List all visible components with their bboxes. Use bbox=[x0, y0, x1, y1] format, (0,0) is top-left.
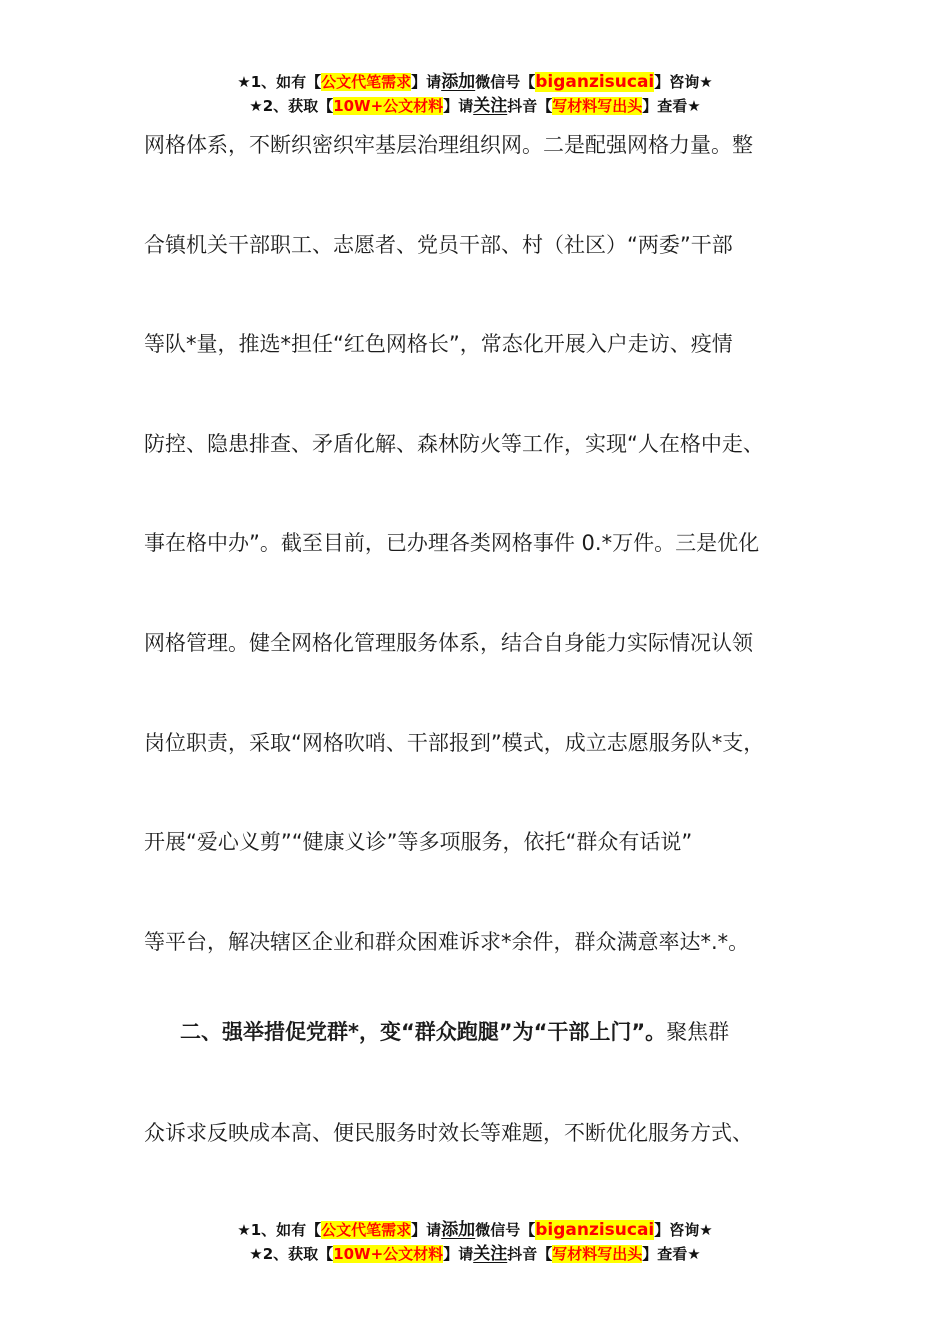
text-line: 网格体系，不断织密织牢基层治理组织网。二是配强网格力量。整 bbox=[144, 133, 753, 157]
highlight-service: 公文代笔需求 bbox=[321, 73, 412, 91]
highlight-wechat-id: biganzisucai bbox=[535, 1220, 655, 1240]
banner-line-2: ★2、获取【10W+公文材料】请关注抖音【写材料写出头】查看★ bbox=[249, 1244, 701, 1264]
highlight-materials: 10W+公文材料 bbox=[333, 97, 444, 115]
underlined-add: 添加 bbox=[441, 72, 476, 92]
underlined-follow: 关注 bbox=[473, 96, 508, 116]
banner-line-2: ★2、获取【10W+公文材料】请关注抖音【写材料写出头】查看★ bbox=[249, 96, 701, 116]
text-line: 事在格中办”。截至目前，已办理各类网格事件 0.*万件。三是优化 bbox=[144, 531, 760, 555]
header-banner bbox=[0, 70, 950, 118]
text-line: 防控、隐患排查、矛盾化解、森林防火等工作，实现“人在格中走、 bbox=[144, 432, 764, 456]
text-line: 网格管理。健全网格化管理服务体系，结合自身能力实际情况认领 bbox=[144, 631, 753, 655]
text-line: 岗位职责，采取“网格吹哨、干部报到”模式，成立志愿服务队*支， bbox=[144, 731, 765, 755]
text-line: 开展“爱心义剪”“健康义诊”等多项服务，依托“群众有话说” bbox=[144, 830, 693, 854]
banner-line-1: ★1、如有【公文代笔需求】请添加微信号【biganzisucai】咨询★ bbox=[237, 72, 713, 92]
section-heading-line: 二、强举措促党群*，变“群众跑腿”为“干部上门”。聚焦群 bbox=[180, 1020, 730, 1044]
underlined-follow: 关注 bbox=[473, 1244, 508, 1264]
highlight-douyin: 写材料写出头 bbox=[552, 97, 643, 115]
text-line: 等平台，解决辖区企业和群众困难诉求*余件，群众满意率达*.*。 bbox=[144, 930, 750, 954]
text-line: 众诉求反映成本高、便民服务时效长等难题，不断优化服务方式、 bbox=[144, 1121, 753, 1145]
text-line: 等队*量，推选*担任“红色网格长”，常态化开展入户走访、疫情 bbox=[144, 332, 733, 356]
text-line: 合镇机关干部职工、志愿者、党员干部、村（社区）“两委”干部 bbox=[144, 233, 733, 257]
highlight-service: 公文代笔需求 bbox=[321, 1221, 412, 1239]
highlight-materials: 10W+公文材料 bbox=[333, 1245, 444, 1263]
footer-banner bbox=[0, 1218, 950, 1266]
highlight-wechat-id: biganzisucai bbox=[535, 72, 655, 92]
section-heading: 二、强举措促党群*，变“群众跑腿”为“干部上门”。 bbox=[180, 1020, 667, 1044]
banner-line-1: ★1、如有【公文代笔需求】请添加微信号【biganzisucai】咨询★ bbox=[237, 1220, 713, 1240]
underlined-add: 添加 bbox=[441, 1220, 476, 1240]
highlight-douyin: 写材料写出头 bbox=[552, 1245, 643, 1263]
